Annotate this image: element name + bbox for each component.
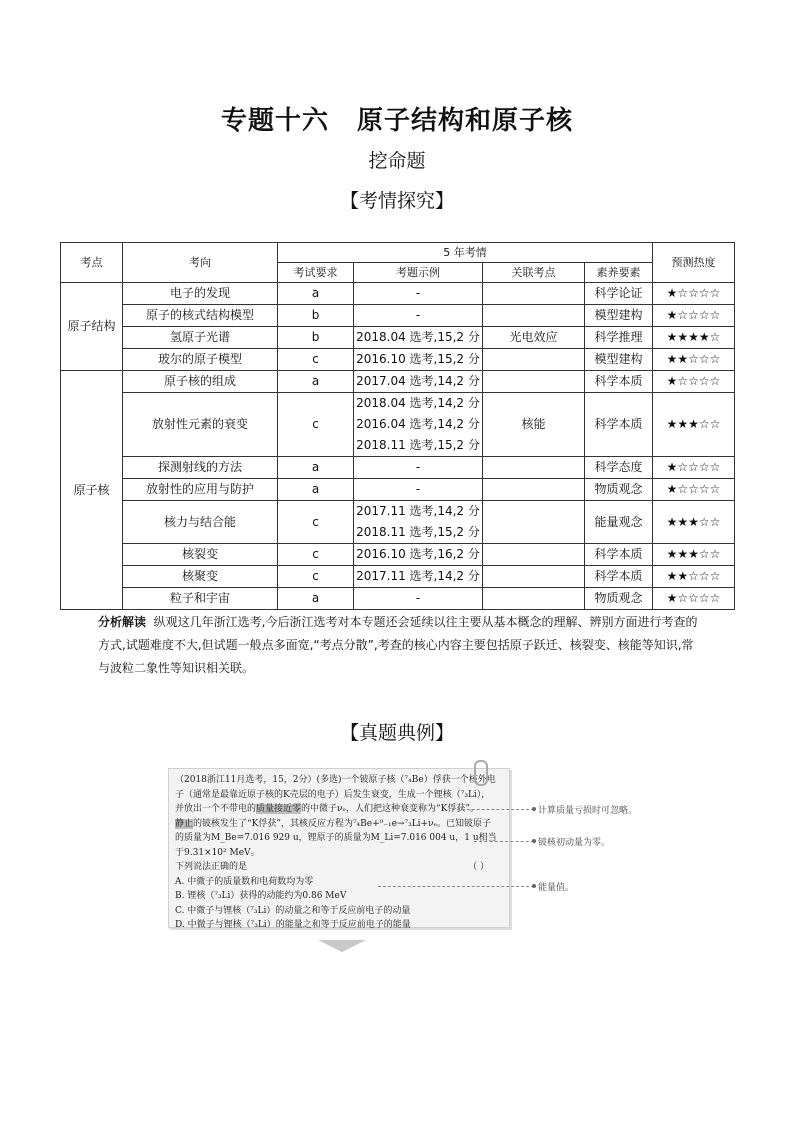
title-number: 专题十六 bbox=[220, 106, 329, 136]
cell-topic: 氢原子光谱 bbox=[123, 327, 278, 349]
cell-heat-stars: ★☆☆☆☆ bbox=[653, 457, 735, 479]
cell-requirement: c bbox=[278, 349, 354, 371]
option-b: B. 锂核（⁷₃Li）获得的动能约为0.86 MeV bbox=[175, 891, 347, 901]
cell-requirement: a bbox=[278, 588, 354, 610]
col-guanlian: 关联考点 bbox=[483, 263, 585, 283]
cell-related bbox=[483, 501, 585, 544]
cell-examples bbox=[354, 457, 483, 479]
col-kaodian: 考点 bbox=[61, 243, 123, 283]
cell-related: 核能 bbox=[483, 393, 585, 457]
question-line-5: 的质量为M_Be=7.016 929 u，锂原子的质量为M_Li=7.016 004 u，1 u相当于9.31×10² MeV。 bbox=[175, 833, 497, 858]
col-redu: 预测热度 bbox=[653, 243, 735, 283]
cell-heat-stars: ★☆☆☆☆ bbox=[653, 371, 735, 393]
cell-literacy: 科学本质 bbox=[585, 544, 653, 566]
option-d: D. 中微子与锂核（⁷₃Li）的能量之和等于反应前电子的能量 bbox=[175, 920, 411, 930]
table-row bbox=[61, 588, 735, 610]
annotation-dot-3 bbox=[532, 884, 536, 888]
cell-literacy: 科学论证 bbox=[585, 283, 653, 305]
analysis-label: 分析解读 bbox=[98, 615, 147, 629]
cell-heat-stars: ★★★☆☆ bbox=[653, 544, 735, 566]
annotation-note-2: 铍核初动量为零。 bbox=[538, 838, 611, 848]
table-row bbox=[61, 544, 735, 566]
table-row bbox=[61, 501, 735, 544]
cell-examples bbox=[354, 544, 483, 566]
example-entry: 2018.11 选考,15,2 分 bbox=[356, 438, 480, 452]
question-line-4 bbox=[175, 817, 503, 832]
cell-literacy: 模型建构 bbox=[585, 349, 653, 371]
option-c: C. 中微子与锂核（⁷₃Li）的动量之和等于反应前电子的动量 bbox=[175, 905, 411, 916]
section-heading-real-questions: 【真题典例】 bbox=[339, 722, 454, 744]
cell-requirement: a bbox=[278, 371, 354, 393]
page-title bbox=[0, 100, 794, 137]
cell-examples bbox=[354, 283, 483, 305]
cell-requirement: c bbox=[278, 544, 354, 566]
cell-related bbox=[483, 371, 585, 393]
cell-examples bbox=[354, 349, 483, 371]
annotation-dot-1 bbox=[532, 807, 536, 811]
cell-related bbox=[483, 566, 585, 588]
example-entry: - bbox=[415, 308, 421, 322]
cell-related: 光电效应 bbox=[483, 327, 585, 349]
example-entry: 2017.11 选考,14,2 分 bbox=[356, 569, 480, 583]
cell-examples bbox=[354, 588, 483, 610]
arrow-down-icon bbox=[318, 940, 366, 952]
table-row bbox=[61, 349, 735, 371]
cell-literacy: 科学本质 bbox=[585, 393, 653, 457]
cell-topic: 原子的核式结构模型 bbox=[123, 305, 278, 327]
table-row bbox=[61, 371, 735, 393]
cell-examples bbox=[354, 371, 483, 393]
cell-related bbox=[483, 544, 585, 566]
question-line-1: （2018浙江11月选考，15，2分）(多选)一个铍原子核（⁷₄Be）俘获一个核外电 bbox=[175, 775, 496, 785]
table-row bbox=[61, 566, 735, 588]
cell-related bbox=[483, 479, 585, 501]
table-row bbox=[61, 393, 735, 457]
table-row bbox=[61, 327, 735, 349]
cell-topic: 粒子和宇宙 bbox=[123, 588, 278, 610]
exam-table bbox=[60, 242, 735, 610]
cell-requirement: c bbox=[278, 393, 354, 457]
col-shili: 考题示例 bbox=[354, 263, 483, 283]
q-line4-b: 的铍核发生了“K俘获”，其核反应方程为⁷₄Be+⁰₋₁e→⁷₃Li+νₑ。已知铍原子 bbox=[193, 818, 492, 829]
paperclip-icon bbox=[474, 760, 488, 786]
example-entry: 2018.04 选考,14,2 分 bbox=[356, 396, 480, 410]
cell-literacy: 物质观念 bbox=[585, 479, 653, 501]
cell-requirement: c bbox=[278, 566, 354, 588]
q-line3-a: 并放出一个不带电的 bbox=[175, 804, 257, 814]
cell-requirement: c bbox=[278, 501, 354, 544]
example-entry: - bbox=[415, 286, 421, 300]
cell-requirement: b bbox=[278, 305, 354, 327]
cell-examples bbox=[354, 479, 483, 501]
q-prompt: 下列说法正确的是 bbox=[175, 862, 248, 872]
example-entry: 2017.11 选考,14,2 分 bbox=[356, 504, 480, 518]
group-cell-atom-structure: 原子结构 bbox=[61, 283, 123, 371]
group-cell-nucleus: 原子核 bbox=[61, 371, 123, 610]
cell-topic: 电子的发现 bbox=[123, 283, 278, 305]
col-group-5yr: 5 年考情 bbox=[278, 243, 653, 263]
cell-literacy: 科学本质 bbox=[585, 566, 653, 588]
subtitle: 挖命题 bbox=[368, 150, 426, 172]
question-line-6 bbox=[175, 860, 503, 875]
q-line3-b: 的中微子νₑ，人们把这种衰变称为“K俘获”。 bbox=[301, 804, 479, 814]
example-entry: 2016.04 选考,14,2 分 bbox=[356, 417, 480, 431]
cell-examples bbox=[354, 305, 483, 327]
example-entry: - bbox=[415, 460, 421, 474]
cell-heat-stars: ★★★☆☆ bbox=[653, 393, 735, 457]
question-card bbox=[168, 768, 510, 928]
table-header-row bbox=[61, 243, 735, 263]
cell-requirement: a bbox=[278, 457, 354, 479]
cell-heat-stars: ★☆☆☆☆ bbox=[653, 283, 735, 305]
col-yaoqiu: 考试要求 bbox=[278, 263, 354, 283]
cell-literacy: 科学态度 bbox=[585, 457, 653, 479]
cell-related bbox=[483, 588, 585, 610]
cell-heat-stars: ★☆☆☆☆ bbox=[653, 588, 735, 610]
annotation-leader-1 bbox=[452, 809, 534, 810]
table-row bbox=[61, 479, 735, 501]
cell-requirement: a bbox=[278, 479, 354, 501]
cell-requirement: b bbox=[278, 327, 354, 349]
cell-related bbox=[483, 305, 585, 327]
option-a: A. 中微子的质量数和电荷数均为零 bbox=[175, 876, 314, 887]
cell-heat-stars: ★★★☆☆ bbox=[653, 501, 735, 544]
cell-literacy: 科学本质 bbox=[585, 371, 653, 393]
cell-heat-stars: ★★☆☆☆ bbox=[653, 566, 735, 588]
cell-topic: 核力与结合能 bbox=[123, 501, 278, 544]
example-entry: 2017.04 选考,14,2 分 bbox=[356, 374, 480, 388]
cell-literacy: 科学推理 bbox=[585, 327, 653, 349]
cell-topic: 玻尔的原子模型 bbox=[123, 349, 278, 371]
cell-literacy: 物质观念 bbox=[585, 588, 653, 610]
cell-related bbox=[483, 457, 585, 479]
table-row bbox=[61, 305, 735, 327]
cell-topic: 核聚变 bbox=[123, 566, 278, 588]
example-entry: - bbox=[415, 482, 421, 496]
question-line-2: 子（通常是最靠近原子核的K壳层的电子）后发生衰变，生成一个锂核（⁷₃Li）， bbox=[175, 789, 491, 800]
cell-topic: 放射性的应用与防护 bbox=[123, 479, 278, 501]
col-suyang: 素养要素 bbox=[585, 263, 653, 283]
analysis-text: 纵观这几年浙江选考,今后浙江选考对本专题还会延续以往主要从基本概念的理解、辨别方面进行考查的方式,试题难度不大,但试题一般点多面宽,“考点分散”,考查的核心内容主要包括原子跃迁、核裂变、核能等知识,常与波粒二象性等知识相关联。 bbox=[98, 615, 698, 675]
example-entry: 2016.10 选考,15,2 分 bbox=[356, 352, 480, 366]
annotation-note-1: 计算质量亏损时可忽略。 bbox=[538, 806, 638, 816]
example-entry: 2018.04 选考,15,2 分 bbox=[356, 330, 480, 344]
section-heading-exam-analysis: 【考情探究】 bbox=[339, 190, 454, 212]
annotation-note-3: 能量值。 bbox=[538, 883, 575, 893]
cell-heat-stars: ★☆☆☆☆ bbox=[653, 479, 735, 501]
annotation-dot-2 bbox=[532, 839, 536, 843]
cell-topic: 探测射线的方法 bbox=[123, 457, 278, 479]
q-highlight-mass: 质量接近零 bbox=[256, 804, 302, 814]
cell-literacy: 能量观念 bbox=[585, 501, 653, 544]
cell-examples bbox=[354, 501, 483, 544]
example-entry: 2016.10 选考,16,2 分 bbox=[356, 547, 480, 561]
cell-related bbox=[483, 349, 585, 371]
cell-topic: 原子核的组成 bbox=[123, 371, 278, 393]
cell-requirement: a bbox=[278, 283, 354, 305]
annotation-leader-3 bbox=[378, 886, 534, 887]
cell-examples bbox=[354, 566, 483, 588]
title-topic: 原子结构和原子核 bbox=[357, 106, 574, 136]
table-row bbox=[61, 457, 735, 479]
q-highlight-static: 静止 bbox=[175, 818, 194, 829]
cell-heat-stars: ★★★★☆ bbox=[653, 327, 735, 349]
col-kaoxiang: 考向 bbox=[123, 243, 278, 283]
analysis-paragraph bbox=[98, 611, 698, 680]
cell-heat-stars: ★☆☆☆☆ bbox=[653, 305, 735, 327]
cell-heat-stars: ★★☆☆☆ bbox=[653, 349, 735, 371]
example-entry: - bbox=[415, 591, 421, 605]
example-entry: 2018.11 选考,15,2 分 bbox=[356, 525, 480, 539]
cell-related bbox=[483, 283, 585, 305]
table-row bbox=[61, 283, 735, 305]
cell-topic: 核裂变 bbox=[123, 544, 278, 566]
annotation-leader-2 bbox=[474, 841, 534, 842]
answer-parens: （ ） bbox=[468, 862, 489, 872]
cell-examples bbox=[354, 393, 483, 457]
cell-literacy: 模型建构 bbox=[585, 305, 653, 327]
cell-examples bbox=[354, 327, 483, 349]
cell-topic: 放射性元素的衰变 bbox=[123, 393, 278, 457]
